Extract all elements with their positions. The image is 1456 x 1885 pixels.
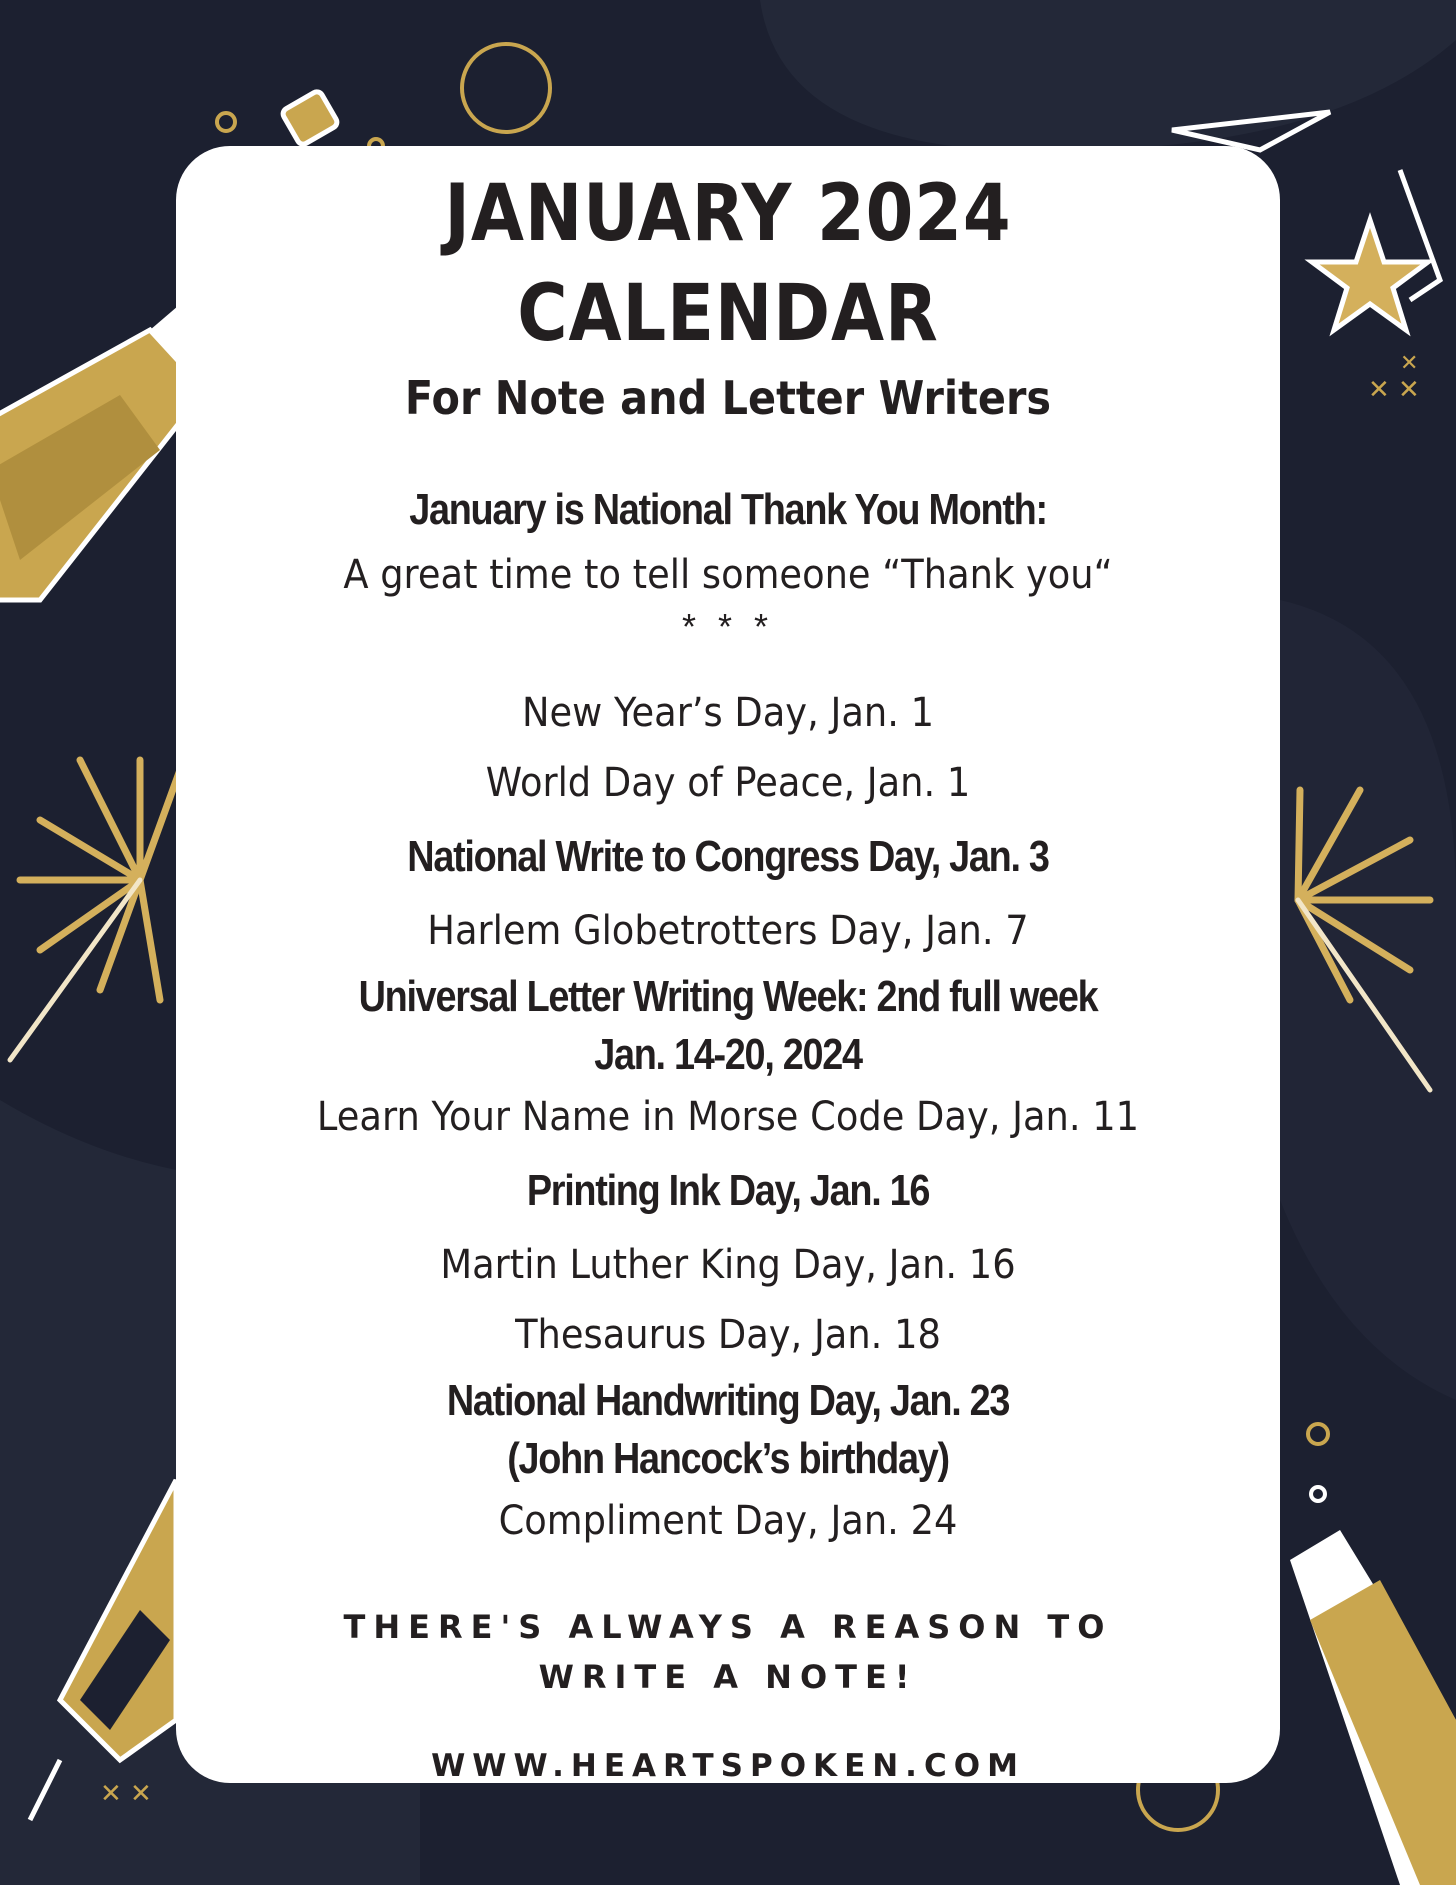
svg-text:✕: ✕	[1400, 351, 1419, 376]
website-url: WWW.HEARTSPOKEN.COM	[431, 1748, 1025, 1784]
tagline-line-2: WRITE A NOTE!	[538, 1658, 918, 1696]
event-item: New Year’s Day, Jan. 1	[521, 690, 935, 736]
tagline-line-1: THERE'S ALWAYS A REASON TO	[343, 1608, 1113, 1646]
event-item: (John Hancock’s birthday)	[507, 1434, 949, 1483]
event-item: Thesaurus Day, Jan. 18	[515, 1312, 941, 1358]
event-item: National Write to Congress Day, Jan. 3	[407, 832, 1049, 881]
events-list	[176, 678, 1280, 1556]
event-item: Compliment Day, Jan. 24	[498, 1498, 958, 1544]
event-item: Universal Letter Writing Week: 2nd full week	[358, 972, 1098, 1021]
calendar-card	[176, 146, 1280, 1783]
event-item: National Handwriting Day, Jan. 23	[446, 1376, 1010, 1425]
page-subtitle: For Note and Letter Writers	[404, 371, 1052, 425]
svg-text:✕ ✕: ✕ ✕	[1368, 375, 1420, 405]
intro-heading: January is National Thank You Month:	[409, 485, 1047, 534]
event-item: Learn Your Name in Morse Code Day, Jan. 11	[316, 1094, 1140, 1140]
event-item: Martin Luther King Day, Jan. 16	[440, 1242, 1016, 1288]
intro-text: A great time to tell someone “Thank you“	[343, 552, 1113, 598]
page-title: JANUARY 2024 CALENDAR	[444, 169, 1012, 359]
event-item: World Day of Peace, Jan. 1	[485, 760, 971, 806]
separator: * * *	[681, 606, 775, 647]
svg-text:✕ ✕: ✕ ✕	[100, 1779, 152, 1809]
event-item: Printing Ink Day, Jan. 16	[526, 1166, 930, 1215]
event-item: Harlem Globetrotters Day, Jan. 7	[427, 908, 1029, 954]
event-item: Jan. 14-20, 2024	[594, 1030, 862, 1079]
